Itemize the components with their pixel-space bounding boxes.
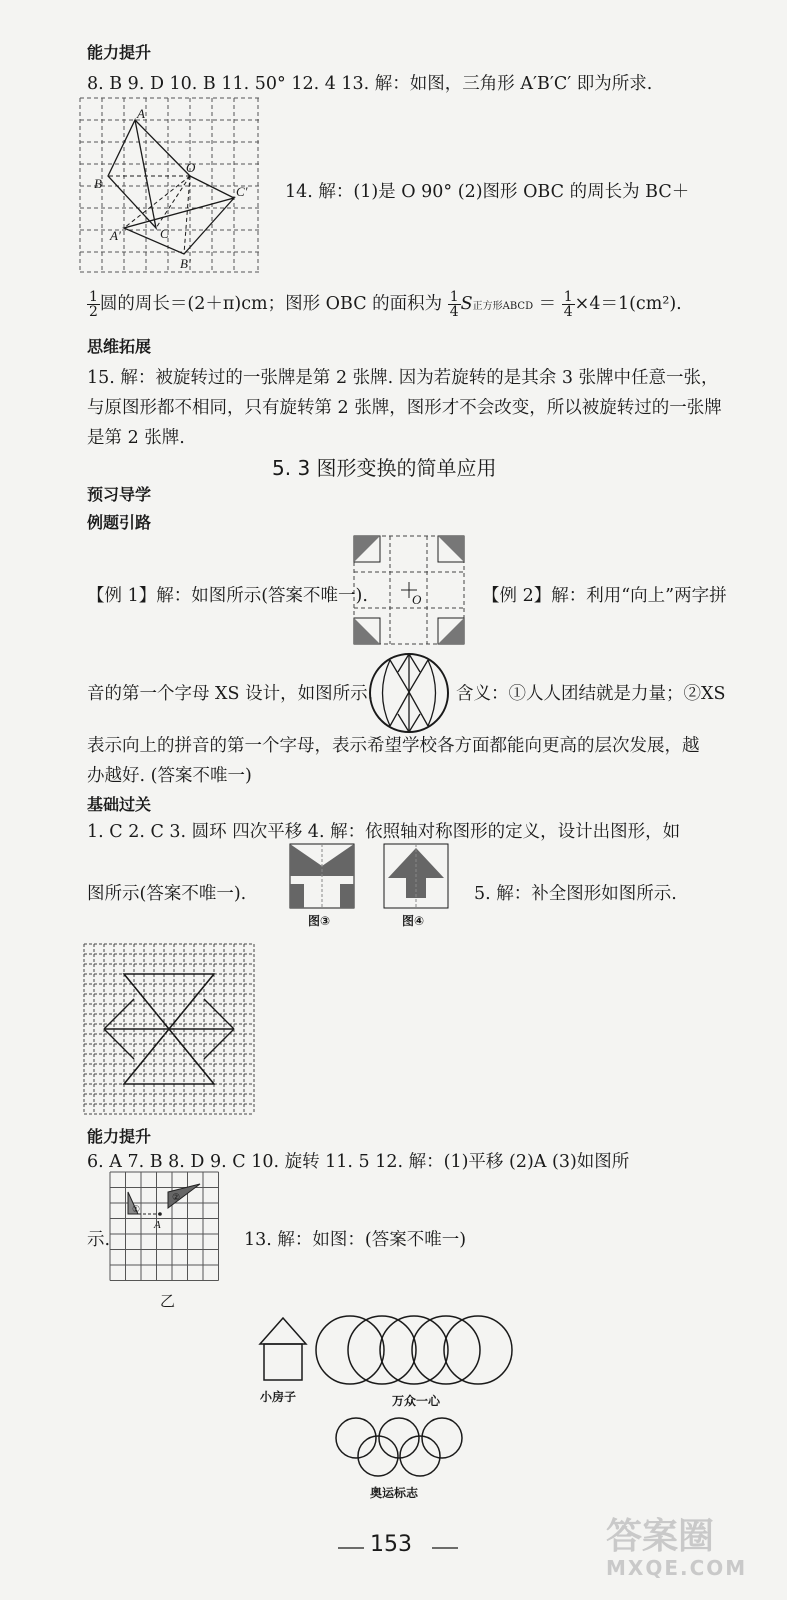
basic-answer-line2b: 5. 解：补全图形如图所示. bbox=[474, 884, 677, 904]
basic-answer-line2a: 图所示(答案不唯一). bbox=[87, 884, 247, 904]
point-label-c-prime: C′ bbox=[236, 184, 248, 199]
figure-3 bbox=[290, 844, 354, 910]
point-label-a: A bbox=[137, 106, 145, 121]
rotation-grid-figure bbox=[80, 98, 262, 274]
ability-answer-line2a: 示. bbox=[87, 1230, 111, 1250]
watermark-url: MXQE.COM bbox=[606, 1556, 748, 1580]
xs-circle-design bbox=[368, 652, 450, 734]
point-label-b: B bbox=[94, 176, 102, 191]
example1-answer: 【例 1】解：如图所示(答案不唯一). bbox=[87, 586, 368, 606]
heading-basic: 基础过关 bbox=[87, 795, 152, 814]
point-label-a-lower: A bbox=[154, 1219, 161, 1231]
answer-line-15a: 15. 解：被旋转过的一张牌是第 2 张牌. 因为若旋转的是其余 3 张牌中任意一张， bbox=[87, 368, 719, 388]
figure-4 bbox=[384, 844, 448, 910]
example2-answer: 【例 2】解：利用“向上”两字拼 bbox=[482, 586, 727, 606]
fraction-half: $\frac{1}{2}$ bbox=[89, 289, 98, 320]
translation-grid-figure bbox=[110, 1172, 222, 1282]
fraction-quarter-1: $\frac{1}{4}$ bbox=[449, 289, 459, 320]
example2-line2a: 音的第一个字母 XS 设计，如图所示. bbox=[87, 684, 374, 704]
rings-caption: 万众一心 bbox=[392, 1394, 441, 1408]
heading-examples: 例题引路 bbox=[87, 513, 152, 532]
figure-caption-yi: 乙 bbox=[160, 1292, 176, 1310]
ability-answer-line2b: 13. 解：如图：(答案不唯一) bbox=[244, 1230, 467, 1250]
ability-answer-line1: 6. A 7. B 8. D 9. C 10. 旋转 11. 5 12. 解：(1)平移 (2)A (3)如图所 bbox=[87, 1152, 630, 1172]
example2-line2b: 含义：①人人团结就是力量；②XS bbox=[456, 684, 726, 704]
house-caption: 小房子 bbox=[260, 1390, 297, 1404]
answer-line-14a: 14. 解：(1)是 O 90° (2)图形 OBC 的周长为 BC＋ bbox=[285, 182, 690, 202]
center-label-o: O bbox=[412, 592, 422, 607]
answer-line-14b: $\frac{1}{2}$ 圆的周长＝(2＋π)cm；图形 OBC 的面积为 $\frac{1}{4}$ S正方形ABCD ＝ $\frac{1}{4}$ ×4＝1(cm²). bbox=[89, 289, 682, 320]
five-rings-figure bbox=[312, 1314, 518, 1386]
shape-label-2: ② bbox=[172, 1193, 181, 1203]
point-label-c: C bbox=[160, 226, 169, 241]
section-title: 5. 3 图形变换的简单应用 bbox=[272, 456, 497, 480]
fraction-quarter-2: $\frac{1}{4}$ bbox=[563, 289, 573, 320]
house-figure bbox=[258, 1318, 308, 1382]
heading-ability-2: 能力提升 bbox=[87, 1127, 152, 1146]
point-label-o: O bbox=[186, 160, 196, 175]
section-heading-thinking: 思维拓展 bbox=[87, 337, 152, 356]
example1-symmetry-figure bbox=[354, 536, 466, 646]
olympic-rings-figure bbox=[334, 1416, 464, 1478]
answer-line-8-13: 8. B 9. D 10. B 11. 50° 12. 4 13. 解：如图，三角形 A′B′C′ 即为所求. bbox=[87, 74, 653, 94]
shape-label-1: ① bbox=[132, 1205, 141, 1215]
heading-preview: 预习导学 bbox=[87, 485, 152, 504]
page-number: 153 bbox=[370, 1532, 412, 1557]
watermark-logo: 答案圈 bbox=[606, 1516, 715, 1557]
point-label-b-prime: B′ bbox=[180, 256, 191, 271]
point-label-a-prime: A′ bbox=[110, 228, 121, 243]
figure-4-caption: 图④ bbox=[402, 914, 425, 928]
example2-line4: 办越好. (答案不唯一) bbox=[87, 766, 252, 786]
olympic-caption: 奥运标志 bbox=[370, 1486, 419, 1500]
answer-line-15c: 是第 2 张牌. bbox=[87, 428, 185, 448]
basic-answer-line1: 1. C 2. C 3. 圆环 四次平移 4. 解：依照轴对称图形的定义，设计出图形，如 bbox=[87, 822, 681, 842]
answer-line-15b: 与原图形都不相同，只有旋转第 2 张牌，图形才不会改变，所以被旋转过的一张牌 bbox=[87, 398, 722, 418]
example2-line3: 表示向上的拼音的第一个字母，表示希望学校各方面都能向更高的层次发展，越 bbox=[87, 736, 700, 756]
section-heading-ability: 能力提升 bbox=[87, 43, 152, 62]
figure-3-caption: 图③ bbox=[308, 914, 331, 928]
symmetry-grid-figure bbox=[84, 944, 256, 1116]
